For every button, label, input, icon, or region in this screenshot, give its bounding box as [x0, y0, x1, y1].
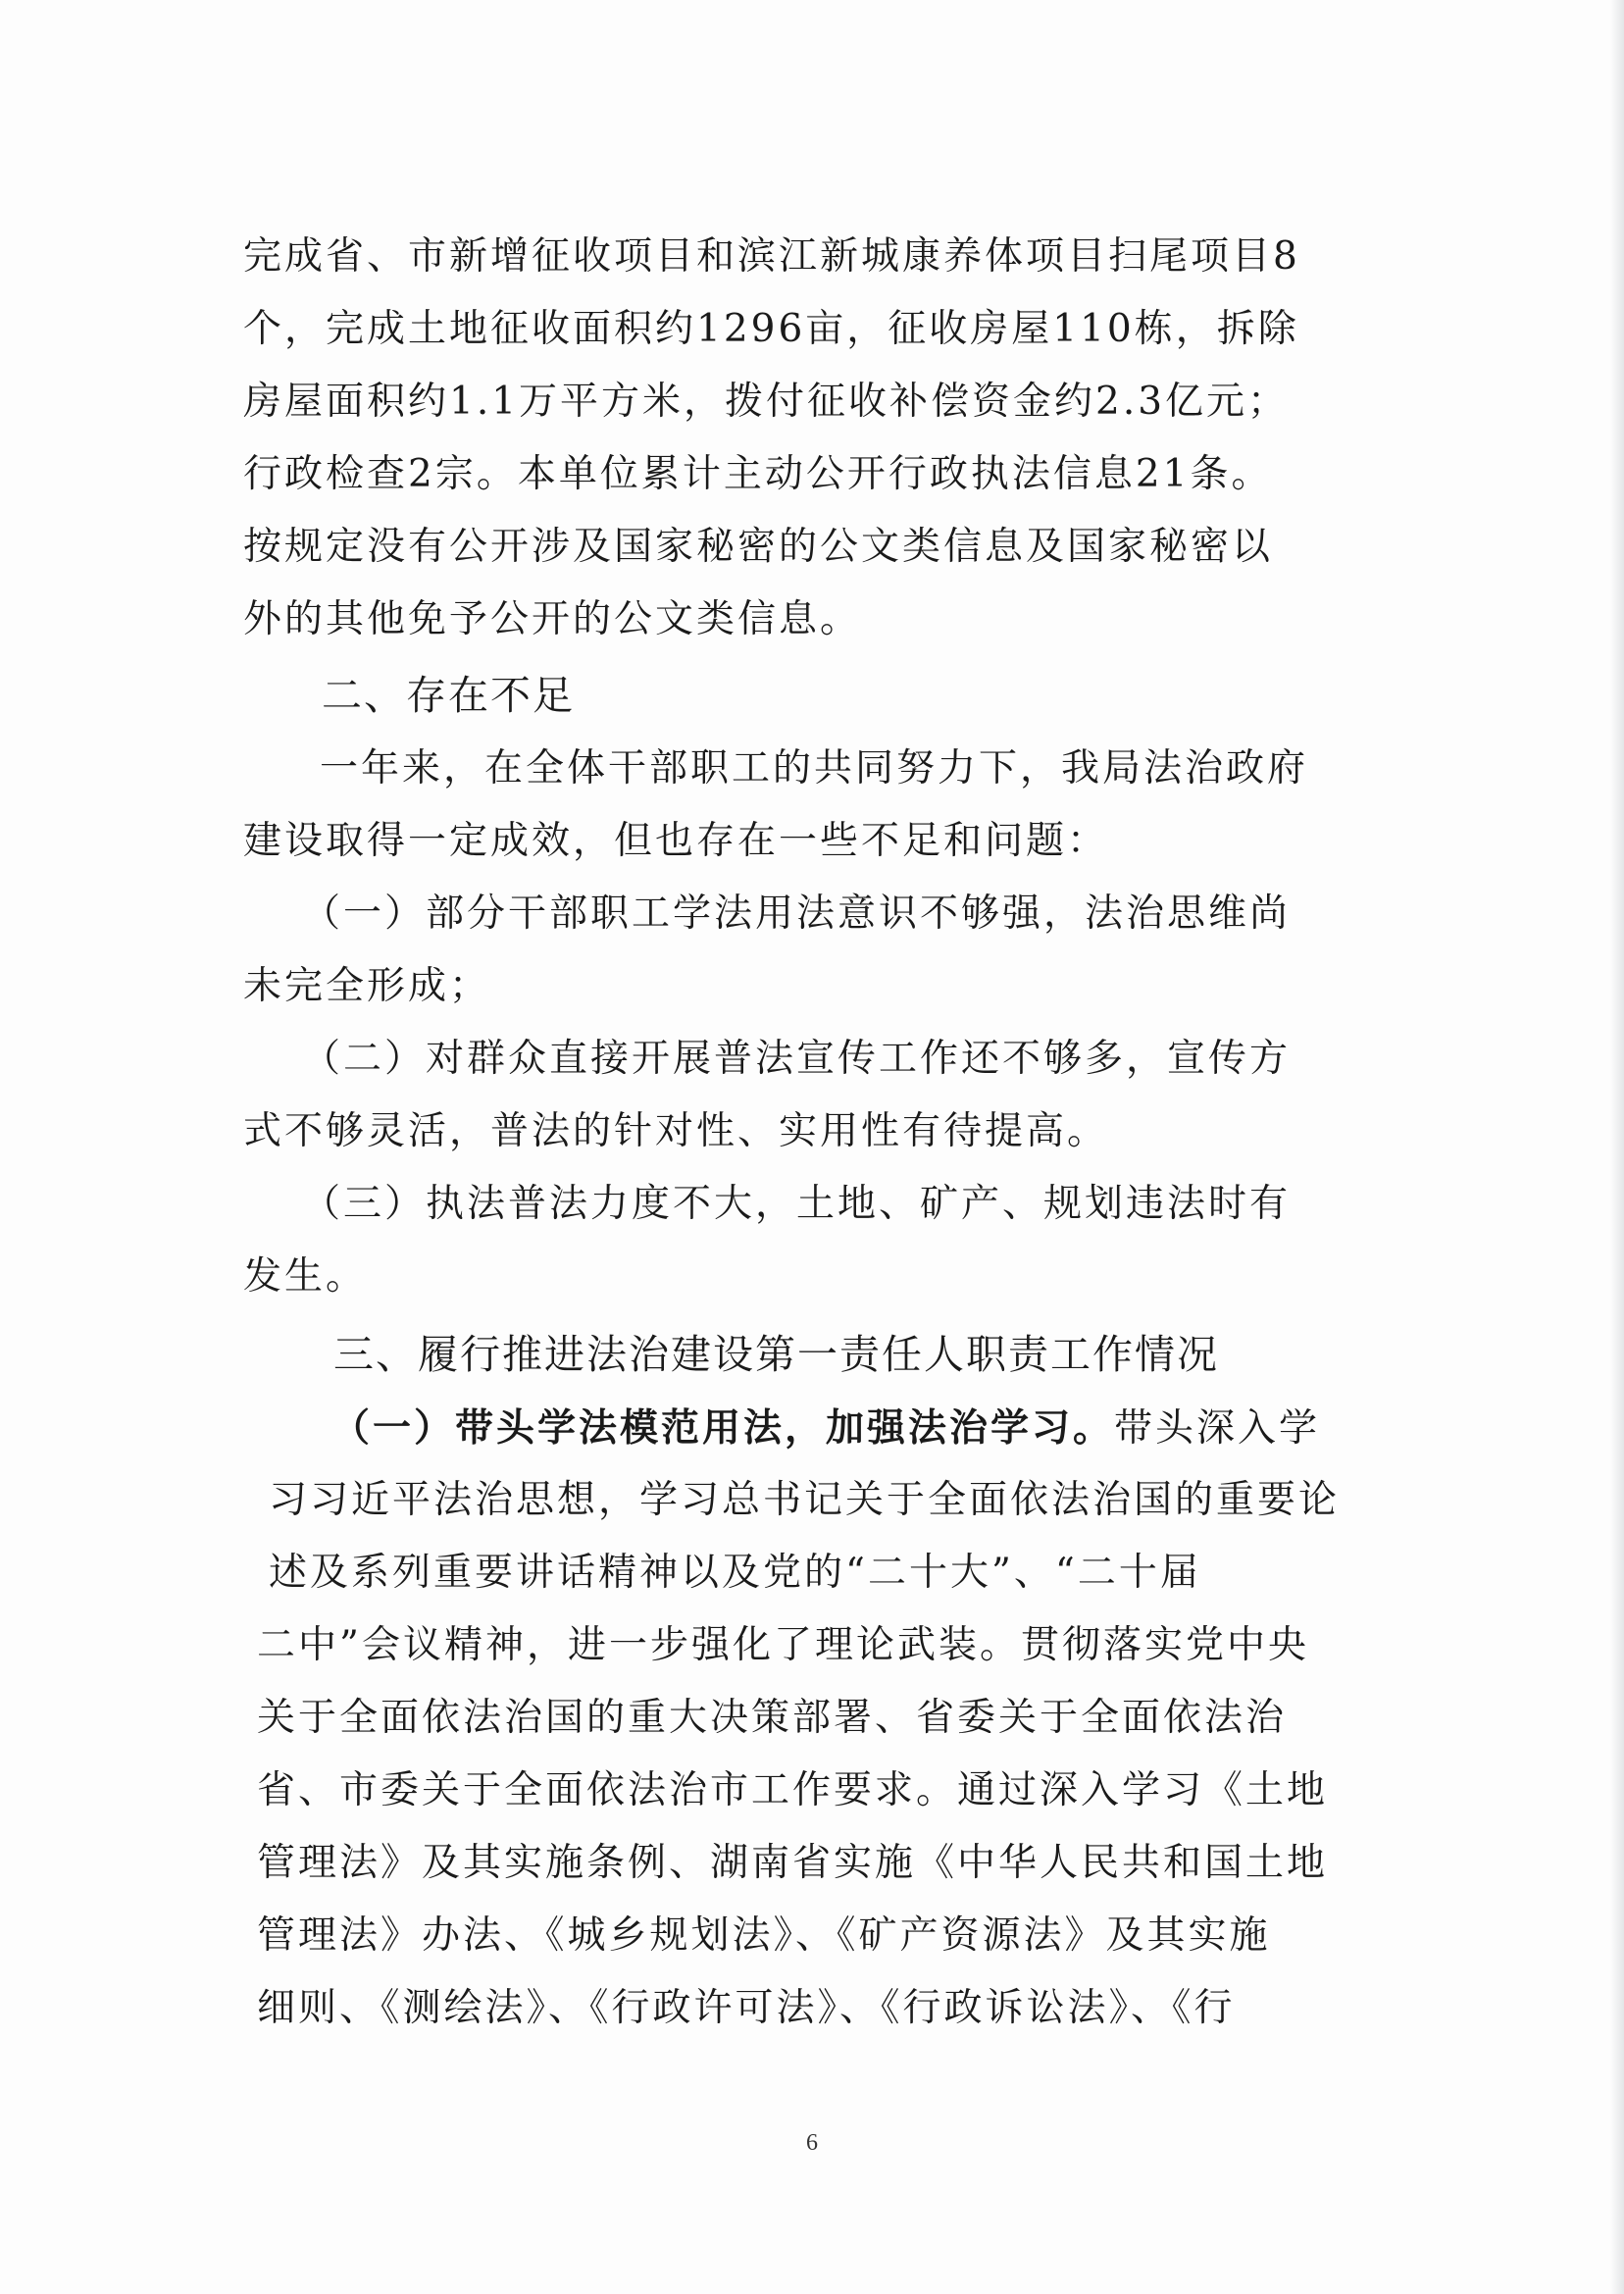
text-line: 建设取得一定成效，但也存在一些不足和问题： — [243, 819, 1109, 863]
paragraph-study-law — [243, 1392, 1391, 2045]
shortcoming-item-1 — [243, 878, 1391, 1023]
subsection-title: （一）带头学法模范用法，加强法治学习。 — [331, 1405, 1115, 1451]
text-line: 细则、《测绘法》、《行政许可法》、《行政诉讼法》、《行 — [257, 1986, 1236, 2030]
text-line: （一）部分干部职工学法用法意识不够强，法治思维尚 — [302, 892, 1292, 936]
text-line: 管理法》办法、《城乡规划法》、《矿产资源法》及其实施 — [257, 1913, 1271, 1958]
text-fragment: 带头深入学 — [1114, 1406, 1321, 1451]
text-line: （三）执法普法力度不大，土地、矿产、规划违法时有 — [302, 1182, 1292, 1226]
scan-edge — [1610, 0, 1624, 2294]
section-heading-shortcomings: 二、存在不足 — [322, 672, 575, 719]
text-line: 个，完成土地征收面积约1296亩，征收房屋110栋，拆除 — [243, 307, 1299, 351]
text-line: 省、市委关于全面依法治市工作要求。通过深入学习《土地 — [257, 1768, 1329, 1812]
text-line: 房屋面积约1.1万平方米，拨付征收补偿资金约2.3亿元； — [243, 380, 1290, 424]
text-line: 式不够灵活，普法的针对性、实用性有待提高。 — [243, 1109, 1109, 1153]
section-heading-responsibilities: 三、履行推进法治建设第一责任人职责工作情况 — [333, 1331, 1219, 1378]
text-line: 按规定没有公开涉及国家秘密的公文类信息及国家秘密以 — [243, 525, 1274, 569]
text-line: （二）对群众直接开展普法宣传工作还不够多，宣传方 — [302, 1037, 1292, 1081]
text-line: 完成省、市新增征收项目和滨江新城康养体项目扫尾项目8 — [243, 234, 1300, 279]
page-number: 6 — [806, 2130, 818, 2156]
document-body — [243, 221, 1391, 2045]
text-line: 关于全面依法治国的重大决策部署、省委关于全面依法治 — [257, 1696, 1288, 1740]
text-line: 二中”会议精神，进一步强化了理论武装。贯彻落实党中央 — [257, 1623, 1309, 1667]
text-line: 行政检查2宗。本单位累计主动公开行政执法信息21条。 — [243, 452, 1273, 496]
shortcoming-item-2 — [243, 1023, 1391, 1168]
shortcoming-item-3 — [243, 1168, 1391, 1313]
text-line: 习习近平法治思想，学习总书记关于全面依法治国的重要论 — [269, 1478, 1341, 1522]
text-line: 一年来，在全体干部职工的共同努力下，我局法治政府 — [320, 746, 1309, 790]
text-line: 外的其他免予公开的公文类信息。 — [243, 597, 862, 641]
text-line: 未完全形成； — [243, 964, 491, 1008]
paragraph-summary — [243, 221, 1391, 656]
text-line: 发生。 — [243, 1254, 368, 1299]
text-line: 管理法》及其实施条例、湖南省实施《中华人民共和国土地 — [257, 1841, 1329, 1885]
paragraph-shortcomings-intro — [243, 733, 1391, 878]
text-line — [243, 1392, 1391, 1464]
text-line: 述及系列重要讲话精神以及党的“二十大”、“二十届 — [269, 1551, 1201, 1595]
